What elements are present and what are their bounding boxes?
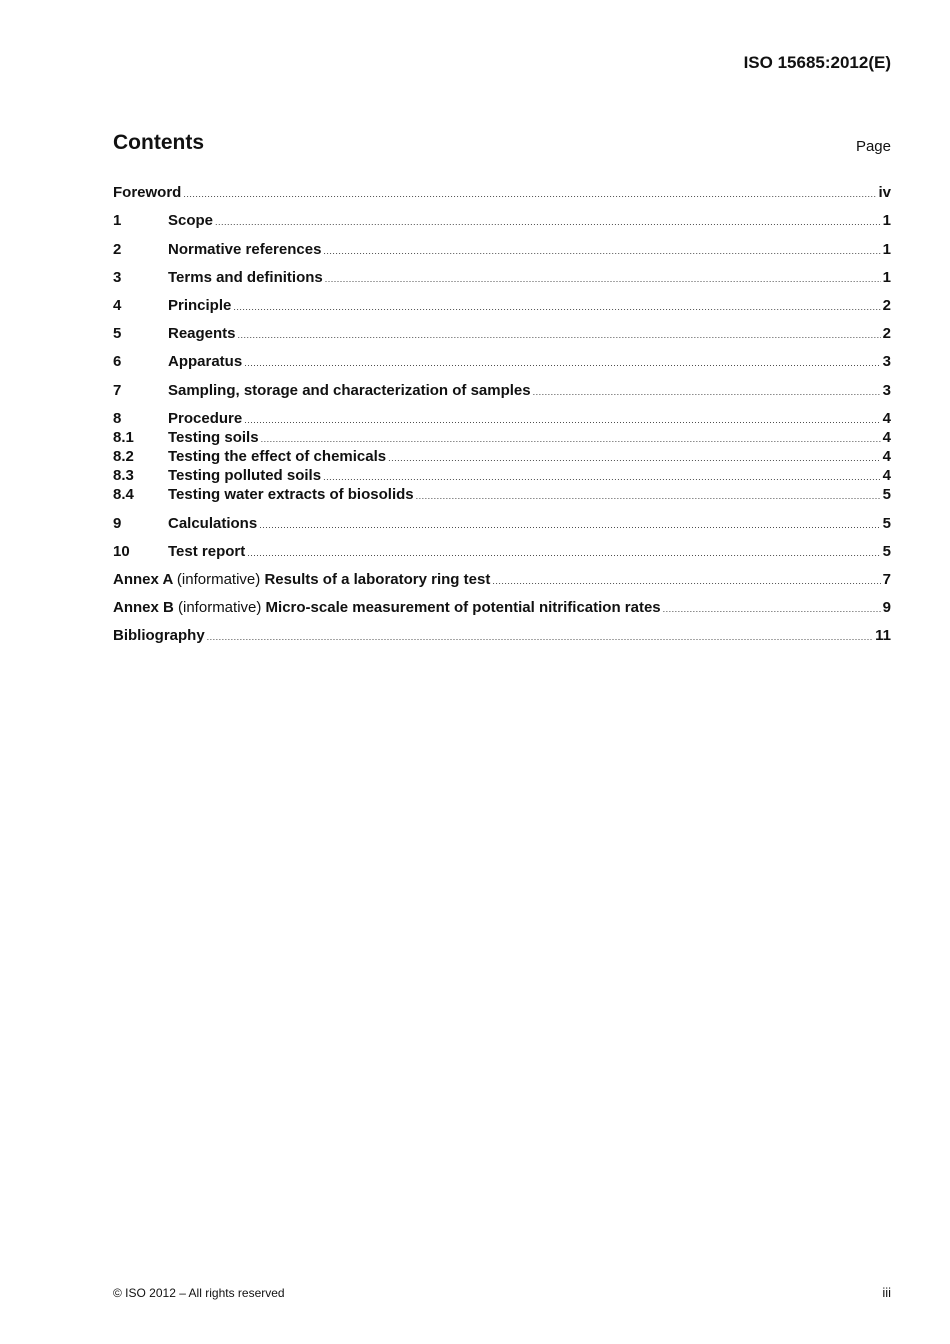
toc-entry-page: 9 (882, 599, 891, 616)
toc-entry-number: 2 (113, 241, 122, 258)
toc-entry-testing-chemicals[interactable] (113, 447, 891, 466)
annex-label: Annex B (113, 599, 174, 616)
toc-entry-number: 3 (113, 269, 122, 286)
toc-entry-principle[interactable] (113, 296, 891, 315)
toc-entry-number: 8.1 (113, 429, 134, 446)
toc-entry-foreword[interactable] (113, 183, 891, 202)
toc-entry-number: 8.4 (113, 486, 134, 503)
dot-leader (325, 270, 881, 289)
dot-leader (492, 572, 880, 591)
toc-entry-page: 5 (882, 515, 891, 532)
toc-entry-title: Sampling, storage and characterization of samples (168, 382, 531, 399)
dot-leader (244, 354, 880, 373)
dot-leader (207, 628, 873, 647)
toc-entry-number: 9 (113, 515, 122, 532)
page-column-label: Page (855, 138, 891, 155)
toc-entry-title: Scope (168, 212, 214, 229)
toc-entry-page: 3 (882, 382, 891, 399)
toc-entry-testing-water-extracts[interactable] (113, 485, 891, 504)
toc-entry-number: 10 (113, 543, 130, 560)
toc-entry-number: 5 (113, 325, 122, 342)
toc-entry-page: 1 (882, 241, 891, 258)
annex-label: Annex A (113, 571, 173, 588)
dot-leader (215, 213, 881, 232)
toc-entry-title: Bibliography (113, 627, 205, 644)
toc-entry-number: 8.3 (113, 467, 134, 484)
toc-entry-sampling[interactable] (113, 381, 891, 400)
toc-entry-terms-and-definitions[interactable] (113, 268, 891, 287)
toc-entry-normative-references[interactable] (113, 240, 891, 259)
dot-leader (416, 487, 881, 506)
toc-entry-apparatus[interactable] (113, 352, 891, 371)
toc-entry-page: 4 (882, 429, 891, 446)
toc-entry-page: 5 (882, 486, 891, 503)
toc-entry-number: 8 (113, 410, 122, 427)
toc-entry-title: Testing the effect of chemicals (168, 448, 387, 465)
toc-entry-page: 11 (875, 627, 891, 644)
toc-entry-title (113, 598, 661, 617)
dot-leader (533, 383, 881, 402)
toc-entry-page: 5 (882, 543, 891, 560)
toc-entry-page: 4 (882, 448, 891, 465)
annex-note: (informative) (178, 599, 262, 616)
toc-entry-testing-soils[interactable] (113, 428, 891, 447)
toc-entry-page: 3 (882, 353, 891, 370)
page-number: iii (882, 1285, 891, 1300)
toc-entry-title: Testing soils (168, 429, 259, 446)
toc-entry-title: Calculations (168, 515, 258, 532)
toc-entry-page: 4 (882, 410, 891, 427)
toc-entry-title: Testing polluted soils (168, 467, 322, 484)
toc-entry-page: 7 (882, 571, 891, 588)
toc-entry-annex-b[interactable] (113, 598, 891, 617)
toc-entry-page: 2 (882, 325, 891, 342)
toc-entry-title: Test report (168, 543, 246, 560)
annex-note: (informative) (176, 571, 261, 588)
toc-entry-title: Terms and definitions (168, 269, 323, 286)
toc-entry-title: Principle (168, 297, 232, 314)
dot-leader (238, 326, 881, 345)
annex-title: Results of a laboratory ring test (264, 571, 491, 588)
contents-heading: Contents (113, 131, 204, 154)
toc-entry-title (113, 570, 490, 589)
copyright-notice: © ISO 2012 – All rights reserved (113, 1286, 285, 1300)
toc-entry-page: 4 (882, 467, 891, 484)
toc-entry-scope[interactable] (113, 211, 891, 230)
toc-entry-title: Reagents (168, 325, 236, 342)
toc-entry-bibliography[interactable] (113, 626, 891, 645)
toc-entry-page: 2 (882, 297, 891, 314)
toc-entry-annex-a[interactable] (113, 570, 891, 589)
toc-entry-testing-polluted-soils[interactable] (113, 466, 891, 485)
toc-entry-number: 7 (113, 382, 122, 399)
toc-entry-procedure[interactable] (113, 409, 891, 428)
toc-entry-calculations[interactable] (113, 514, 891, 533)
dot-leader (323, 242, 880, 261)
dot-leader (183, 185, 876, 204)
toc-entry-page: 1 (882, 212, 891, 229)
toc-entry-title: Foreword (113, 184, 182, 201)
toc-entry-title: Apparatus (168, 353, 243, 370)
toc-entry-title: Procedure (168, 410, 243, 427)
dot-leader (259, 516, 880, 535)
annex-title: Micro-scale measurement of potential nitrification rates (265, 599, 661, 616)
dot-leader (663, 600, 881, 619)
dot-leader (247, 544, 880, 563)
toc-entry-reagents[interactable] (113, 324, 891, 343)
toc-entry-number: 8.2 (113, 448, 134, 465)
toc-entry-page: 1 (882, 269, 891, 286)
toc-entry-number: 4 (113, 297, 122, 314)
toc-entry-test-report[interactable] (113, 542, 891, 561)
toc-entry-title: Normative references (168, 241, 322, 258)
toc-entry-title: Testing water extracts of biosolids (168, 486, 414, 503)
toc-entry-number: 1 (113, 212, 122, 229)
toc-entry-number: 6 (113, 353, 122, 370)
document-id: ISO 15685:2012(E) (743, 53, 891, 72)
toc-entry-page: iv (878, 184, 891, 201)
dot-leader (233, 298, 880, 317)
